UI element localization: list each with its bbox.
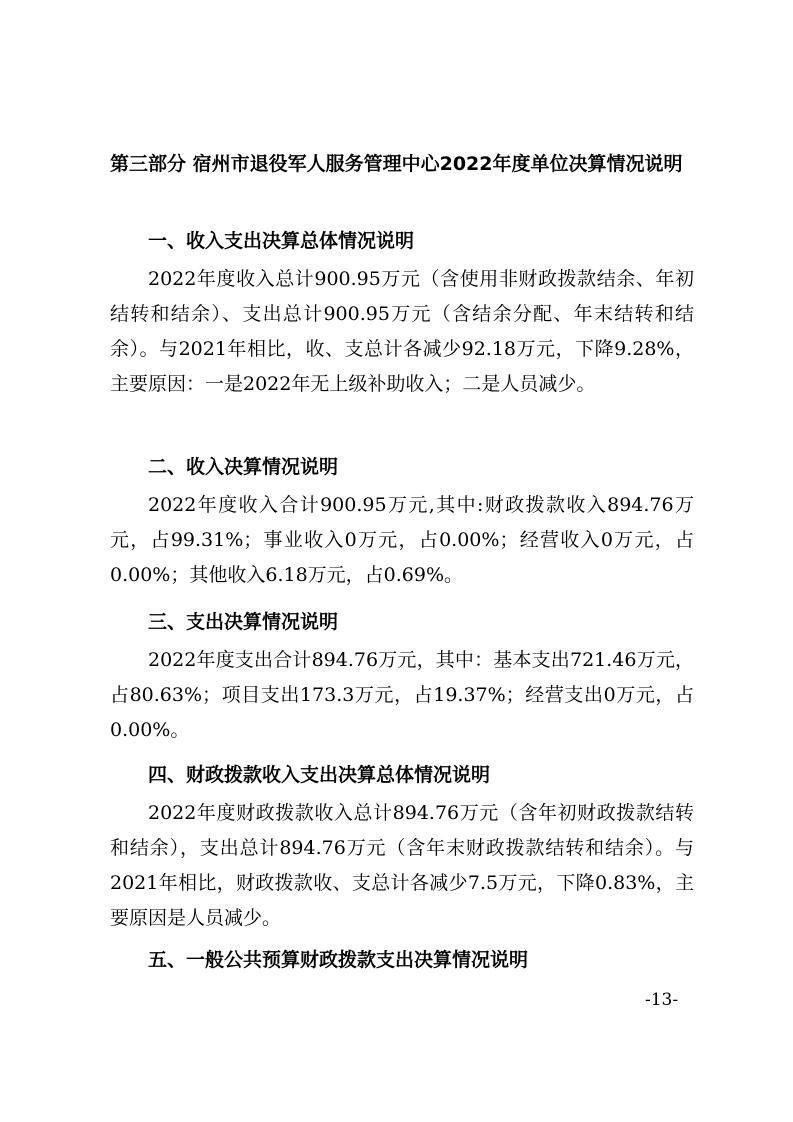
section-heading-2: 二、收入决算情况说明 bbox=[148, 456, 339, 478]
page-number: -13- bbox=[645, 990, 679, 1010]
section-heading-3: 三、支出决算情况说明 bbox=[148, 611, 339, 633]
section-paragraph-1: 2022年度收入总计900.95万元（含使用非财政拨款结余、年初结转和结余）、支出总计900.95万元（含结余分配、年末结转和结余）。与2021年相比，收、支总计各减少92.18万元，下降9.28%，主要原因：一是2022年无上级补助收入；二是人员减少。 bbox=[110, 268, 694, 395]
section-heading-5: 五、一般公共预算财政拨款支出决算情况说明 bbox=[148, 949, 529, 971]
document-title: 第三部分 宿州市退役军人服务管理中心2022年度单位决算情况说明 bbox=[110, 153, 683, 175]
section-heading-1: 一、收入支出决算总体情况说明 bbox=[148, 230, 415, 252]
section-paragraph-2: 2022年度收入合计900.95万元,其中:财政拨款收入894.76万元，占99.31%；事业收入0万元，占0.00%；经营收入0万元，占0.00%；其他收入6.18万元，占0.69%。 bbox=[110, 494, 694, 586]
section-paragraph-4: 2022年度财政拨款收入总计894.76万元（含年初财政拨款结转和结余），支出总计894.76万元（含年末财政拨款结转和结余）。与2021年相比，财政拨款收、支总计各减少7.5万元，下降0.83%，主要原因是人员减少。 bbox=[110, 802, 694, 929]
section-heading-4: 四、财政拨款收入支出决算总体情况说明 bbox=[148, 764, 491, 786]
section-paragraph-3: 2022年度支出合计894.76万元，其中：基本支出721.46万元，占80.63%；项目支出173.3万元，占19.37%；经营支出0万元，占0.00%。 bbox=[110, 649, 694, 741]
